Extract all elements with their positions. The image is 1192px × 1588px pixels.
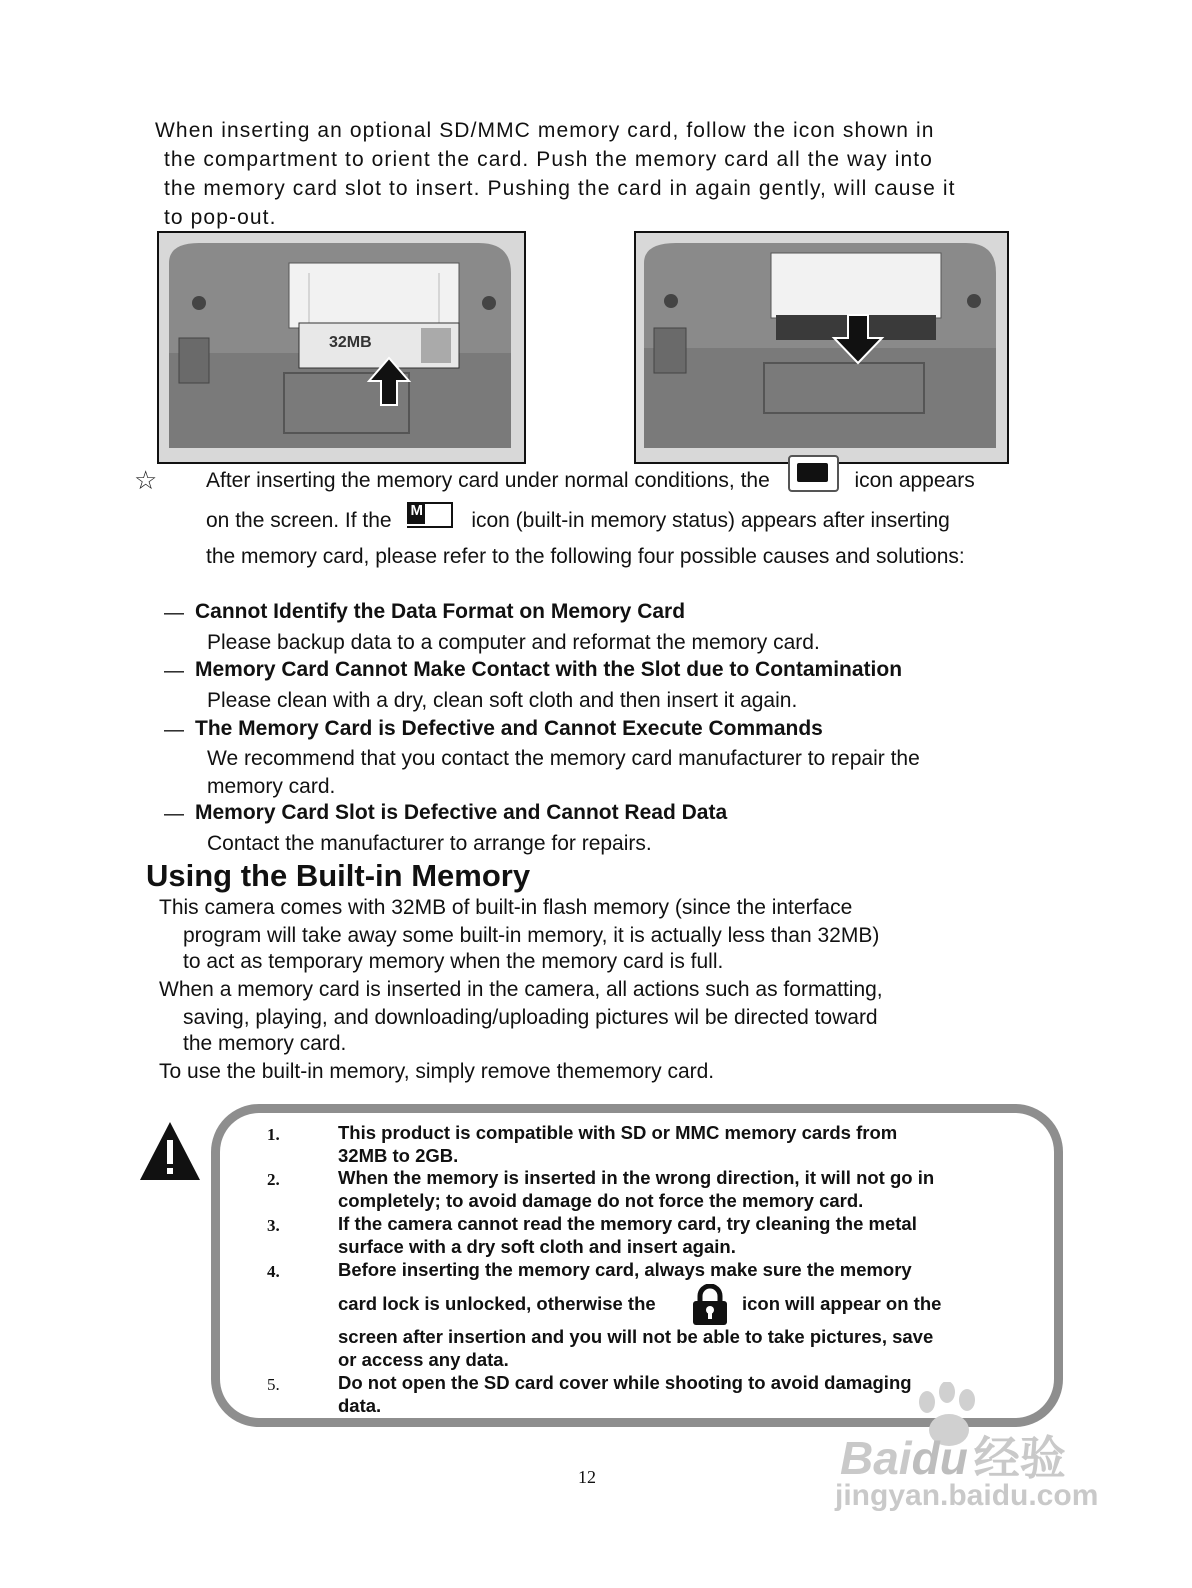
warning-item-text: Do not open the SD card cover while shooting to avoid damaging <box>338 1372 912 1393</box>
warning-item-text: card lock is unlocked, otherwise the <box>338 1293 656 1314</box>
cause-solution: Please backup data to a computer and reformat the memory card. <box>207 631 820 654</box>
cause-solution: memory card. <box>207 775 336 798</box>
memory-card-status-icon <box>788 455 839 492</box>
section-line: program will take away some built-in memory, it is actually less than 32MB) <box>183 924 880 947</box>
warning-item-text: 32MB to 2GB. <box>338 1145 459 1166</box>
star-bullet: ☆ <box>134 466 158 496</box>
watermark-brand-cn: 经验 <box>973 1432 1066 1484</box>
warning-item-text: or access any data. <box>338 1349 509 1370</box>
section-heading: Using the Built-in Memory <box>146 858 531 893</box>
lock-icon <box>690 1284 730 1331</box>
cause-title: The Memory Card is Defective and Cannot Execute Commands <box>195 717 823 740</box>
cause-dash: — <box>164 803 184 825</box>
warning-item-text: completely; to avoid damage do not force the memory card. <box>338 1190 864 1211</box>
page-number: 12 <box>578 1467 596 1487</box>
cause-title: Cannot Identify the Data Format on Memory Card <box>195 600 686 623</box>
intro-line: When inserting an optional SD/MMC memory card, follow the icon shown in <box>155 119 935 142</box>
warning-item-text: data. <box>338 1395 382 1416</box>
cause-solution: We recommend that you contact the memory card manufacturer to repair the <box>207 747 920 770</box>
note-line-2 <box>206 502 950 533</box>
warning-icon <box>138 1120 202 1187</box>
intro-line: the compartment to orient the card. Push the memory card all the way into <box>164 148 933 171</box>
note-text: icon (built-in memory status) appears after inserting <box>471 509 950 532</box>
watermark-url: jingyan.baidu.com <box>835 1479 1099 1512</box>
note-text: After inserting the memory card under normal conditions, the <box>206 469 770 493</box>
warning-item-number: 2. <box>267 1170 280 1189</box>
cause-title: Memory Card Cannot Make Contact with the Slot due to Contamination <box>195 658 903 681</box>
note-line-3: the memory card, please refer to the following four possible causes and solutions: <box>206 545 965 568</box>
note-text: icon appears <box>854 469 975 493</box>
built-in-memory-icon <box>407 500 455 528</box>
warning-item-number: 4. <box>267 1262 280 1281</box>
watermark-brand-a: Bai <box>840 1432 912 1484</box>
note-text: on the screen. If the <box>206 509 392 532</box>
warning-item-text: surface with a dry soft cloth and insert again. <box>338 1236 736 1257</box>
warning-item-number: 5. <box>267 1375 280 1394</box>
cause-dash: — <box>164 602 184 624</box>
memory-icon-letter: M <box>410 502 423 520</box>
cause-title: Memory Card Slot is Defective and Cannot Read Data <box>195 801 728 824</box>
warning-item-text: screen after insertion and you will not be able to take pictures, save <box>338 1326 934 1347</box>
warning-item-text: Before inserting the memory card, always make sure the memory <box>338 1259 912 1280</box>
cause-dash: — <box>164 719 184 741</box>
section-line: When a memory card is inserted in the camera, all actions such as formatting, <box>159 978 883 1001</box>
section-line: to act as temporary memory when the memory card is full. <box>183 950 724 973</box>
photo-insert-card <box>157 231 526 464</box>
cause-solution: Contact the manufacturer to arrange for repairs. <box>207 832 652 855</box>
warning-item-number: 1. <box>267 1125 280 1144</box>
section-line: This camera comes with 32MB of built-in flash memory (since the interface <box>159 896 853 919</box>
photo-eject-card <box>634 231 1009 464</box>
cause-dash: — <box>164 660 184 682</box>
intro-line: to pop-out. <box>164 206 277 229</box>
intro-line: the memory card slot to insert. Pushing the card in again gently, will cause it <box>164 177 956 200</box>
card-32mb-label: 32MB <box>329 334 372 351</box>
warning-item-text: icon will appear on the <box>742 1293 942 1314</box>
section-line: the memory card. <box>183 1032 347 1055</box>
warning-item-text: If the camera cannot read the memory card, try cleaning the metal <box>338 1213 917 1234</box>
warning-item-text: When the memory is inserted in the wrong direction, it will not go in <box>338 1167 935 1188</box>
cause-solution: Please clean with a dry, clean soft cloth and then insert it again. <box>207 689 798 712</box>
note-line-1 <box>206 467 975 496</box>
section-line: saving, playing, and downloading/uploading pictures wil be directed toward <box>183 1006 878 1029</box>
watermark-brand-b: du <box>911 1432 968 1484</box>
intro-paragraph <box>155 116 1085 232</box>
warning-item-number: 3. <box>267 1216 280 1235</box>
section-line: To use the built-in memory, simply remove thememory card. <box>159 1060 715 1083</box>
warning-item-text: This product is compatible with SD or MMC memory cards from <box>338 1122 898 1143</box>
